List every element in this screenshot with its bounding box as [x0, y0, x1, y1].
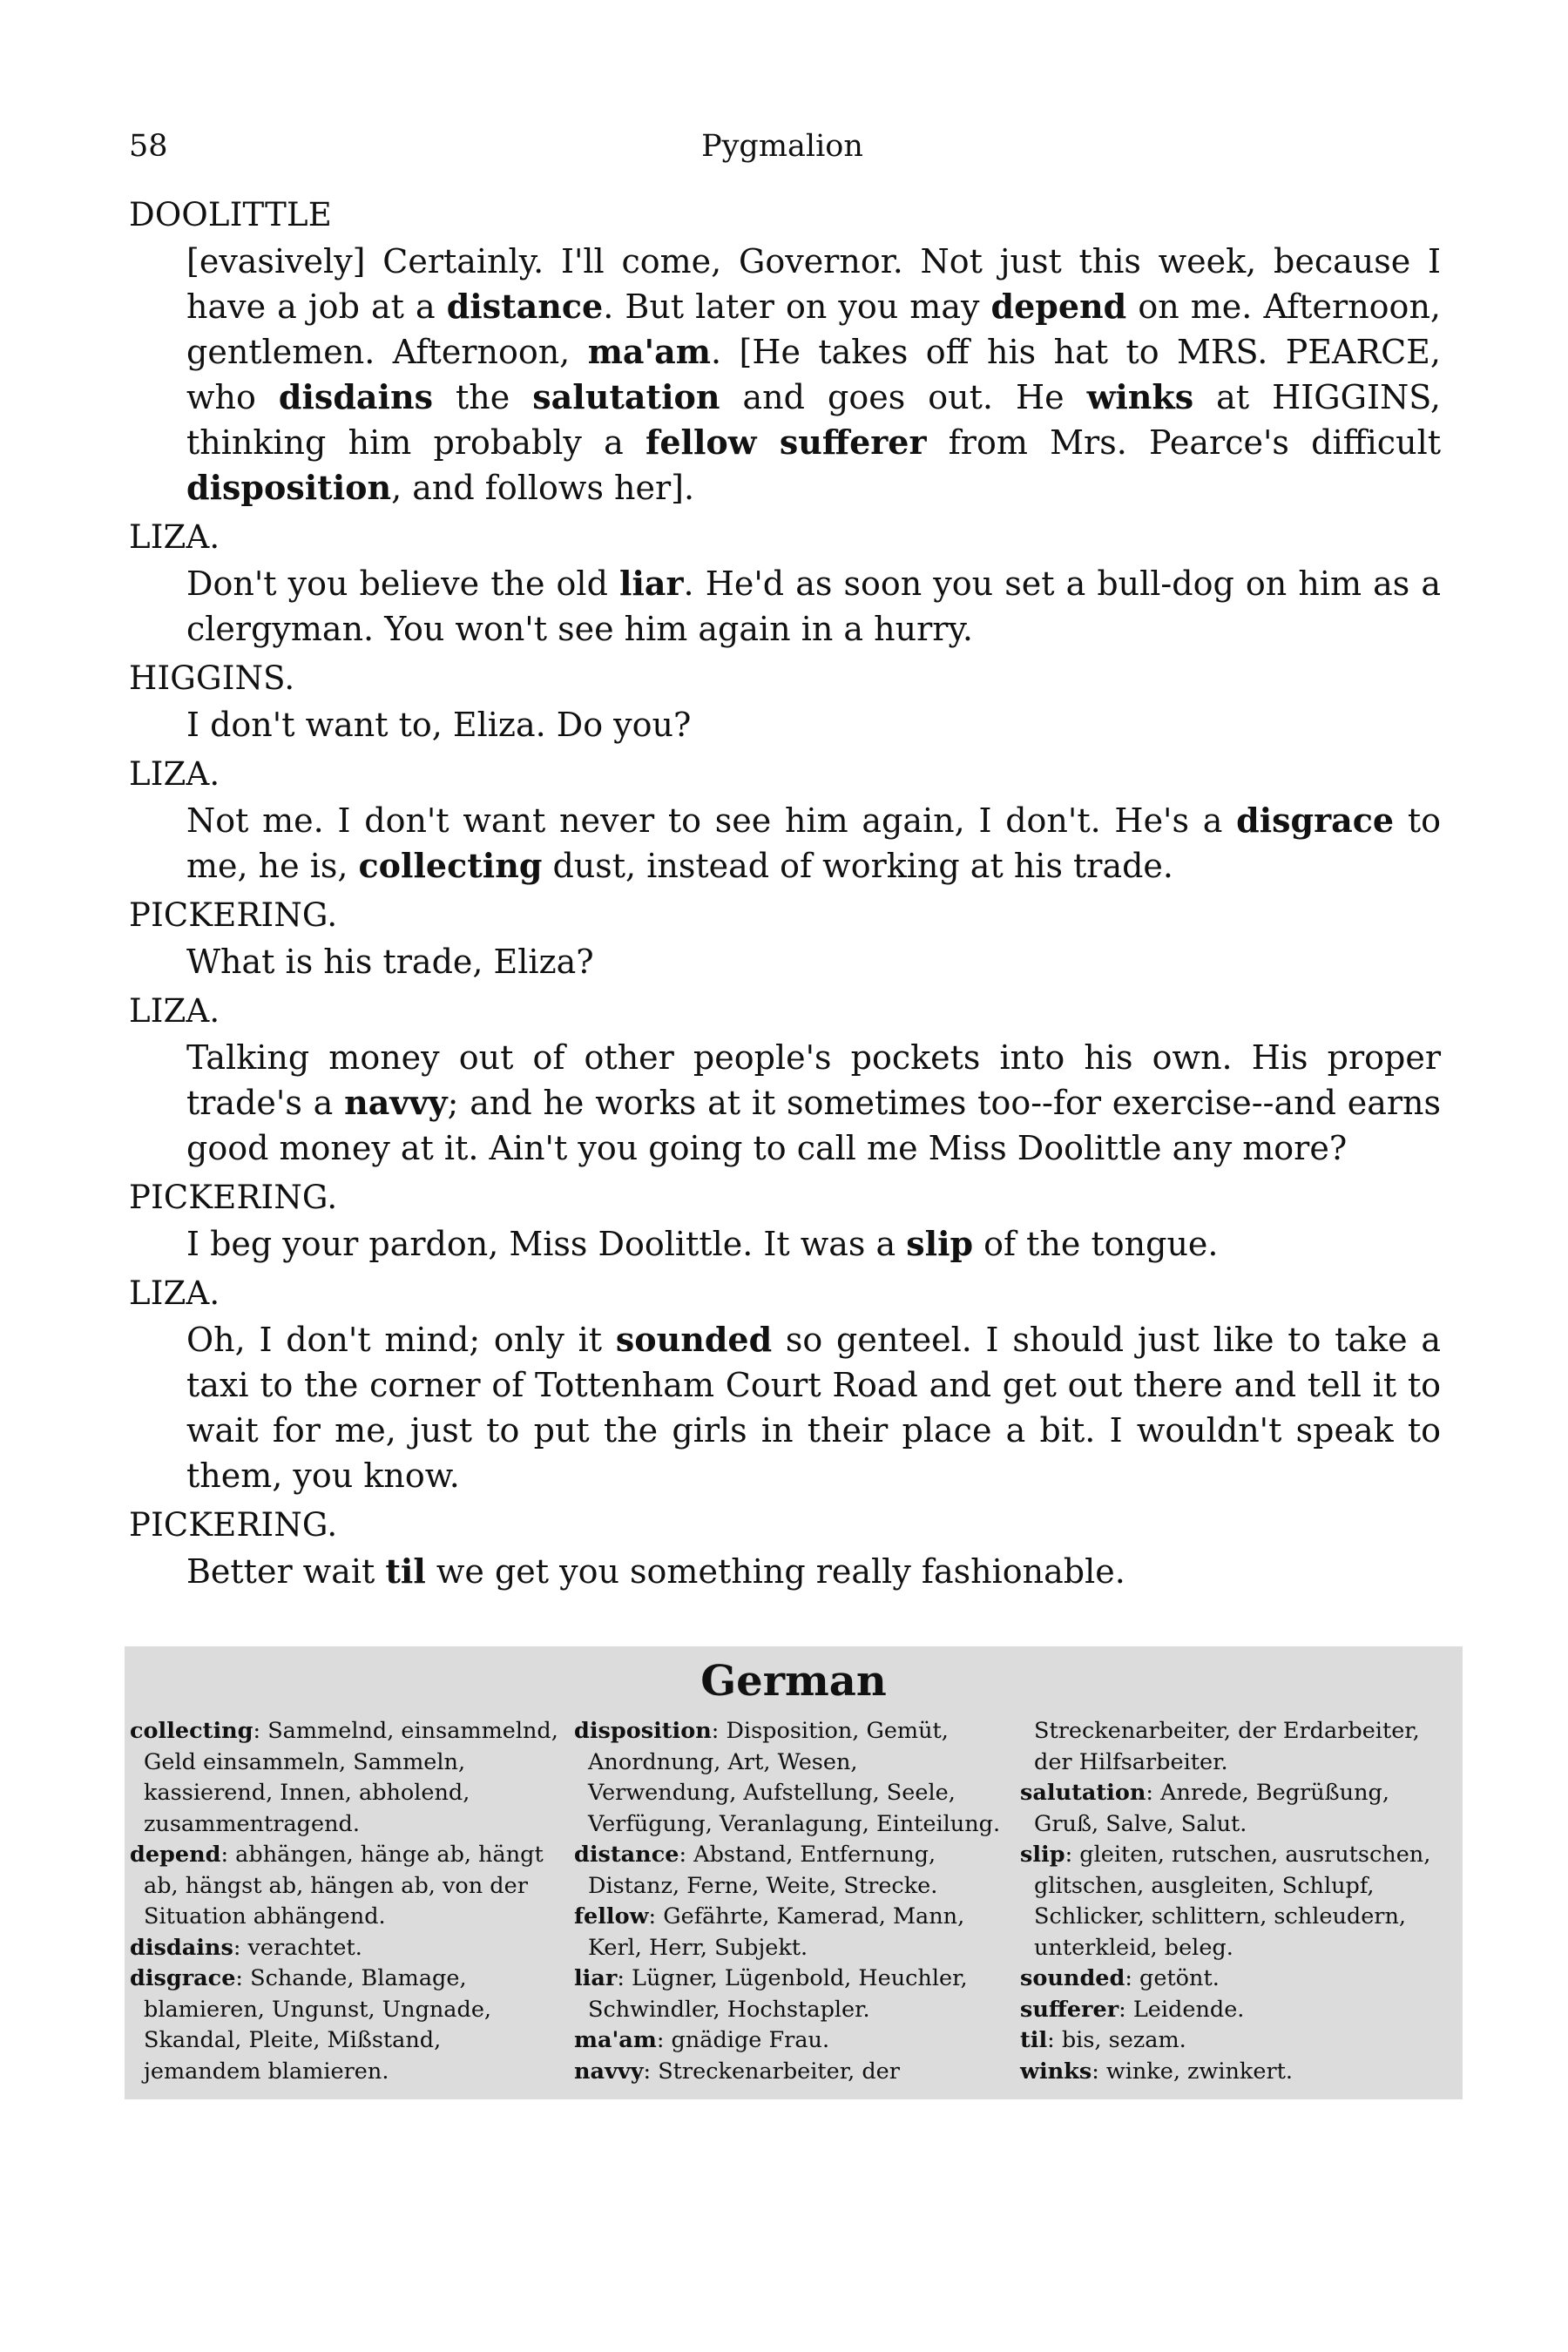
speech-fragment: the	[432, 378, 533, 416]
glossary-term: sufferer	[1020, 1996, 1119, 2023]
glossary-entry	[1020, 1995, 1456, 2026]
glossary-term: ma'am	[574, 2027, 657, 2053]
glossary-definition: : gnädige Frau.	[656, 2027, 830, 2053]
vocab-word: slip	[906, 1224, 974, 1263]
glossary-term: salutation	[1020, 1780, 1146, 1806]
speaker-name: PICKERING.	[129, 896, 338, 934]
speech-fragment: I don't want to, Eliza. Do you?	[186, 706, 692, 744]
speaker-name: LIZA.	[129, 992, 220, 1030]
glossary-term: liar	[574, 1965, 618, 1991]
glossary-term: disposition	[574, 1718, 712, 1744]
speech-text	[186, 702, 1441, 747]
vocab-word: disgrace	[1236, 801, 1395, 840]
speech-fragment: Better wait	[186, 1552, 386, 1591]
glossary-column-1	[130, 1716, 558, 2087]
speech-text	[186, 1549, 1441, 1594]
speech-text	[186, 939, 1441, 984]
page-number: 58	[129, 129, 168, 164]
speech-fragment: of the tongue.	[973, 1225, 1219, 1263]
vocab-word: navvy	[344, 1083, 448, 1122]
speech-fragment: from Mrs. Pearce's difficult	[926, 423, 1441, 462]
vocab-word: disdains	[278, 377, 433, 416]
glossary-definition: : winke, zwinkert.	[1092, 2058, 1293, 2085]
vocab-word: sounded	[615, 1320, 773, 1359]
running-title: Pygmalion	[701, 129, 863, 164]
glossary-entry	[574, 1840, 1003, 1902]
glossary-definition: Streckenarbeiter, der Erdarbeiter, der Hilfsarbeiter.	[1034, 1718, 1420, 1775]
speech-fragment: . [He takes off his hat to MRS. PEARCE, who	[186, 333, 1441, 416]
speech-text	[186, 239, 1441, 510]
speaker-name: LIZA.	[129, 1274, 220, 1312]
glossary-term: distance	[574, 1842, 679, 1868]
glossary-entry	[130, 1716, 558, 1840]
glossary-entry	[574, 1716, 1003, 1840]
speech-fragment: and goes out. He	[720, 378, 1087, 416]
speaker-name: DOOLITTLE	[129, 196, 332, 233]
speaker-name: LIZA.	[129, 518, 220, 556]
glossary-entry	[130, 1933, 558, 1964]
vocab-word: salutation	[532, 377, 720, 416]
glossary-title: German	[700, 1657, 887, 1706]
speech-fragment: Talking money out of other people's pockets into his own. His proper trade's a	[186, 1038, 1441, 1122]
glossary-term: sounded	[1020, 1965, 1125, 1991]
glossary-term: collecting	[130, 1718, 253, 1744]
vocab-word: winks	[1086, 377, 1194, 416]
glossary-entry	[130, 1963, 558, 2087]
glossary-definition: : bis, sezam.	[1047, 2027, 1186, 2053]
glossary-entry	[574, 2025, 1003, 2057]
speech-fragment: at HIGGINS, thinking him probably a	[186, 378, 1442, 462]
glossary-definition: : Lügner, Lügenbold, Heuchler, Schwindler, Hochstapler.	[588, 1965, 968, 2023]
glossary-entry	[1020, 1716, 1456, 1778]
glossary-term: winks	[1020, 2058, 1092, 2085]
vocab-word: collecting	[358, 846, 543, 885]
glossary-definition: : Streckenarbeiter, der	[643, 2058, 900, 2085]
vocab-word: liar	[619, 564, 684, 603]
speech-fragment: to me, he is,	[186, 801, 1441, 885]
vocab-word: fellow sufferer	[645, 422, 927, 462]
glossary-definition: : Schande, Blamage, blamieren, Ungunst, Ungnade, Skandal, Pleite, Mißstand, jemandem blamieren.	[144, 1965, 492, 2085]
glossary-term: depend	[130, 1842, 221, 1868]
glossary-entry	[1020, 1840, 1456, 1963]
glossary-entry	[574, 1902, 1003, 1963]
vocab-word: ma'am	[587, 332, 711, 371]
glossary-definition: : Leidende.	[1119, 1996, 1245, 2023]
speech-fragment: so genteel. I should just like to take a taxi to the corner of Tottenham Court Road and get out there and tell it to wait for me, just to put the girls in their place a bit. I wouldn't speak to them, you know.	[186, 1321, 1441, 1495]
glossary-entry	[574, 1963, 1003, 2025]
vocab-word: til	[385, 1551, 426, 1591]
glossary-term: fellow	[574, 1903, 649, 1930]
glossary-entry	[1020, 2025, 1456, 2057]
speech-fragment: Don't you believe the old	[186, 564, 620, 603]
glossary-entry	[1020, 1778, 1456, 1840]
glossary-definition: : getönt.	[1125, 1965, 1220, 1991]
vocab-word: distance	[446, 287, 604, 326]
speech-text	[186, 1035, 1441, 1171]
glossary-definition: : Abstand, Entfernung, Distanz, Ferne, Weite, Strecke.	[588, 1842, 938, 1899]
speech-text	[186, 561, 1441, 652]
speech-fragment: . He'd as soon you set a bull-dog on him as a clergyman. You won't see him again in a hurry.	[186, 564, 1442, 648]
speech-fragment: [evasively] Certainly. I'll come, Governor. Not just this week, because I have a job at a	[186, 242, 1441, 326]
page-header	[129, 129, 1436, 172]
glossary-definition: : abhängen, hänge ab, hängt ab, hängst ab, hängen ab, von der Situation abhängend.	[144, 1842, 544, 1930]
speaker-name: PICKERING.	[129, 1179, 338, 1216]
glossary-column-2	[574, 1716, 1003, 2087]
glossary-entry	[1020, 1963, 1456, 1995]
glossary-definition: : Gefährte, Kamerad, Mann, Kerl, Herr, Subjekt.	[588, 1903, 965, 1961]
speech-text	[186, 1317, 1441, 1498]
speech-fragment: dust, instead of working at his trade.	[542, 847, 1174, 885]
glossary-definition: : Sammelnd, einsammelnd, Geld einsammeln, Sammeln, kassierend, Innen, abholend, zusammentragend.	[144, 1718, 558, 1837]
speech-text	[186, 798, 1441, 889]
glossary-column-3	[1020, 1716, 1456, 2087]
speech-fragment: Not me. I don't want never to see him again, I don't. He's a	[186, 801, 1237, 840]
speech-fragment: . But later on you may	[603, 287, 991, 326]
glossary-entry	[574, 2057, 1003, 2088]
glossary-term: til	[1020, 2027, 1048, 2053]
glossary-term: navvy	[574, 2058, 644, 2085]
speaker-name: LIZA.	[129, 755, 220, 793]
glossary-definition: : verachtet.	[233, 1934, 362, 1961]
speech-fragment: Oh, I don't mind; only it	[186, 1321, 616, 1359]
glossary-definition: : Disposition, Gemüt, Anordnung, Art, Wesen, Verwendung, Aufstellung, Seele, Verfügung, Veranlagung, Einteilung.	[588, 1718, 1001, 1837]
speech-text	[186, 1221, 1441, 1267]
speech-fragment: ; and he works at it sometimes too--for exercise--and earns good money at it. Ain't you going to call me Miss Doolittle any more?	[186, 1084, 1442, 1167]
speech-fragment: , and follows her].	[391, 469, 695, 507]
speaker-name: PICKERING.	[129, 1506, 338, 1544]
speech-fragment: What is his trade, Eliza?	[186, 943, 594, 981]
play-text	[129, 192, 1441, 1598]
vocab-word: depend	[990, 287, 1127, 326]
glossary-entry	[1020, 2057, 1456, 2088]
glossary-term: disdains	[130, 1934, 233, 1961]
glossary-definition: : Anrede, Begrüßung, Gruß, Salve, Salut.	[1034, 1780, 1389, 1837]
speaker-name: HIGGINS.	[129, 659, 295, 697]
glossary-term: disgrace	[130, 1965, 236, 1991]
speech-fragment: we get you something really fashionable.	[425, 1552, 1125, 1591]
glossary-box	[125, 1646, 1463, 2099]
glossary-entry	[130, 1840, 558, 1933]
speech-fragment: I beg your pardon, Miss Doolittle. It was a	[186, 1225, 907, 1263]
glossary-definition: : gleiten, rutschen, ausrutschen, glitschen, ausgleiten, Schlupf, Schlicker, schlittern, schleudern, unterkleid, beleg.	[1034, 1842, 1431, 1961]
speech-fragment: on me. Afternoon, gentlemen. Afternoon,	[186, 287, 1441, 371]
glossary-term: slip	[1020, 1842, 1065, 1868]
vocab-word: disposition	[186, 468, 392, 507]
